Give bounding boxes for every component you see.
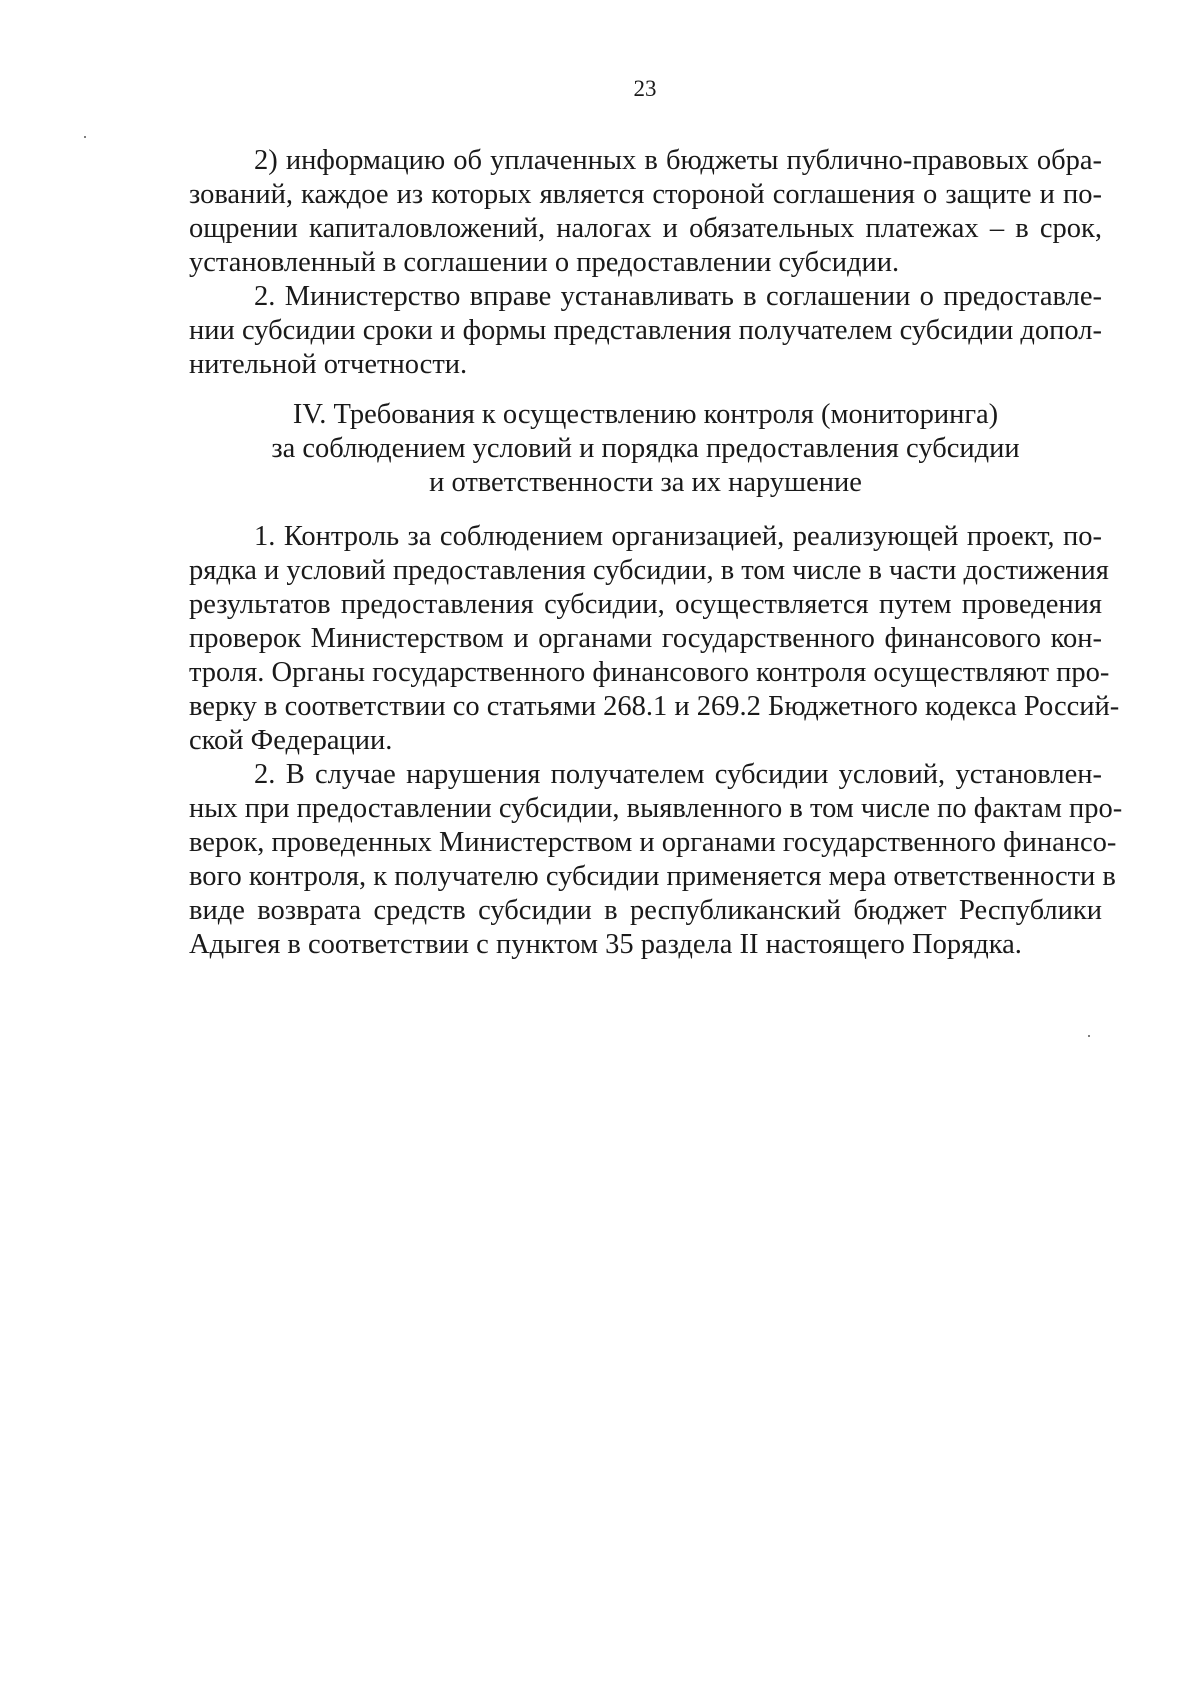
text-line: ных при предоставлении субсидии, выявленного в том числе по фактам про- [189, 793, 1123, 824]
text-line: зований, каждое из которых является стороной соглашения о защите и по- [189, 179, 1102, 210]
text-line: 1. Контроль за соблюдением организацией, реализующей проект, по- [254, 521, 1102, 552]
text-line: 2. Министерство вправе устанавливать в соглашении о предоставле- [254, 281, 1102, 312]
text-line: верку в соответствии со статьями 268.1 и 269.2 Бюджетного кодекса Россий- [189, 691, 1120, 722]
text-line: результатов предоставления субсидии, осуществляется путем проведения [189, 589, 1102, 620]
heading-line: за соблюдением условий и порядка предоставления субсидии [271, 433, 1020, 464]
page-number: 23 [633, 76, 657, 101]
text-line: Адыгея в соответствии с пунктом 35 раздела II настоящего Порядка. [189, 929, 1022, 960]
scan-speck [84, 136, 86, 138]
text-line: троля. Органы государственного финансового контроля осуществляют про- [189, 657, 1110, 688]
text-line: 2. В случае нарушения получателем субсидии условий, установлен- [254, 759, 1102, 790]
section-heading [189, 398, 1102, 500]
text-line: ской Федерации. [189, 725, 393, 756]
text-line: 2) информацию об уплаченных в бюджеты публично-правовых обра- [254, 145, 1102, 176]
text-line: нительной отчетности. [189, 349, 468, 380]
paragraph-block-control [189, 520, 1123, 962]
heading-line: IV. Требования к осуществлению контроля (мониторинга) [292, 399, 999, 430]
text-line: рядка и условий предоставления субсидии, в том числе в части достижения [189, 555, 1109, 586]
text-line: виде возврата средств субсидии в республиканский бюджет Республики [189, 895, 1102, 926]
text-line: вого контроля, к получателю субсидии применяется мера ответственности в [189, 861, 1116, 892]
paragraph-block-reporting [189, 144, 1102, 382]
text-line: верок, проведенных Министерством и органами государственного финансо- [189, 827, 1117, 858]
text-line: установленный в соглашении о предоставлении субсидии. [189, 247, 900, 278]
text-line: нии субсидии сроки и формы представления получателем субсидии допол- [189, 315, 1102, 346]
text-line: проверок Министерством и органами государственного финансового кон- [189, 623, 1102, 654]
scan-speck [1088, 1035, 1090, 1037]
text-line: ощрении капиталовложений, налогах и обязательных платежах – в срок, [189, 213, 1102, 244]
heading-line: и ответственности за их нарушение [429, 467, 862, 498]
